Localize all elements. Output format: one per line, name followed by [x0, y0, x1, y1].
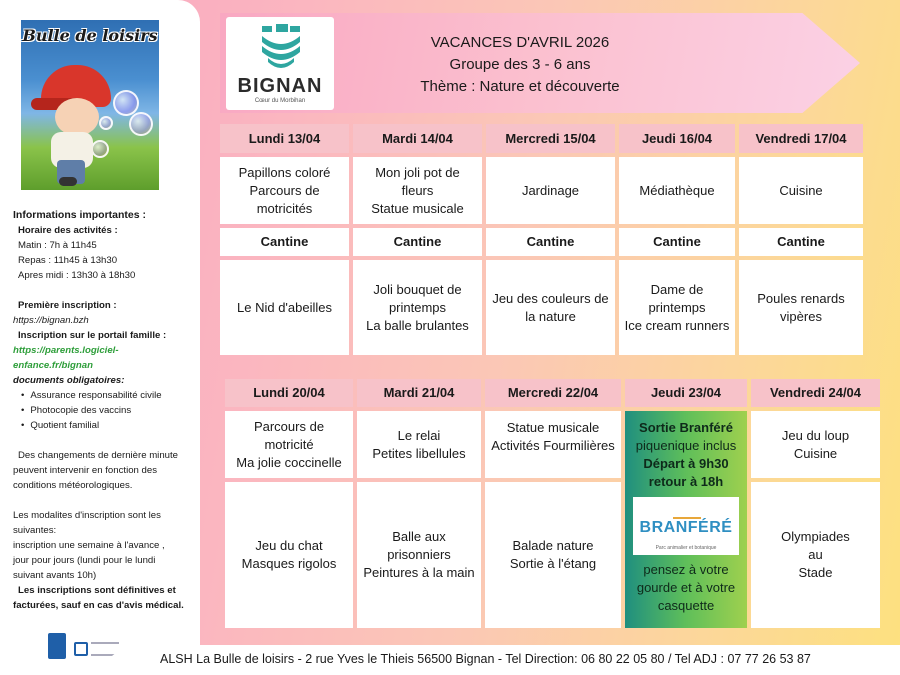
activity-line: Jeu des couleurs de	[492, 290, 609, 306]
outing-note: gourde et à votre	[636, 580, 736, 595]
activity-line: Jeu du loup	[781, 428, 850, 443]
title-line-2: Groupe des 3 - 6 ans	[449, 56, 591, 73]
child-face-illustration	[55, 98, 99, 136]
activity-line: motricités	[256, 200, 313, 216]
outing-return: retour à 18h	[648, 474, 724, 489]
week2-day-header: Jeudi 23/04	[625, 379, 747, 407]
activity-line: Olympiades	[781, 529, 850, 544]
activity-line: Parcours de	[253, 418, 325, 434]
week2-day-header: Mercredi 22/04	[485, 379, 621, 407]
activity-line: Stade	[798, 565, 833, 580]
activity-line: Statue musicale	[371, 200, 464, 216]
week1-afternoon-activity: Le Nid d'abeilles	[220, 260, 349, 355]
bignan-logo	[226, 17, 334, 110]
giraffe-icon	[673, 501, 701, 519]
activity-line: Le relai	[397, 427, 441, 443]
activity-line: motricité	[264, 436, 314, 452]
activity-line: Dame de	[650, 281, 704, 297]
docs-list	[21, 388, 198, 433]
final-line: Les inscriptions sont définitives et	[18, 585, 176, 596]
week1-morning-activity: Cuisine	[739, 157, 863, 224]
activity-line: Jeu du chat	[255, 538, 323, 553]
outing-note: casquette	[657, 598, 715, 613]
week2-afternoon-activity	[225, 482, 353, 628]
week1-day-header: Lundi 13/04	[220, 124, 349, 153]
week1-afternoon-activity	[486, 260, 615, 355]
portail-url-1[interactable]: https://parents.logiciel-	[13, 345, 119, 356]
activity-line: Activités Fourmilières	[491, 438, 615, 453]
doc-item: • Assurance responsabilité civile	[21, 388, 198, 403]
activity-line: prisonniers	[387, 547, 451, 562]
activity-line: Peintures à la main	[363, 565, 475, 580]
important-info	[13, 208, 198, 613]
logo-title: Bulle de loisirs	[22, 26, 158, 45]
bubble-icon	[91, 140, 109, 158]
info-heading: Informations importantes :	[13, 209, 147, 221]
title-line-3: Thème : Nature et découverte	[420, 78, 620, 95]
partner-logo-icon	[74, 642, 88, 656]
title-line-1: VACANCES D'AVRIL 2026	[430, 34, 610, 51]
week2-morning-activity	[225, 411, 353, 478]
premiere-title: Première inscription :	[18, 300, 117, 311]
activity-line: Cuisine	[793, 446, 838, 461]
week1-day-header: Vendredi 17/04	[739, 124, 863, 153]
activity-line: Balle aux	[392, 529, 446, 544]
docs-title: documents obligatoires:	[13, 375, 125, 386]
bubble-icon	[99, 116, 113, 130]
activity-line: au	[808, 547, 823, 562]
week1-day-header: Mercredi 15/04	[486, 124, 615, 153]
branfere-logo-subtitle: Parc animalier et botanique	[655, 545, 717, 551]
modal-line: Les modalites d'inscription sont les	[13, 510, 161, 521]
changes-line: conditions météorologiques.	[13, 480, 133, 491]
modal-line: inscription une semaine à l'avance ,	[13, 540, 165, 551]
week1-lunch: Cantine	[486, 228, 615, 256]
week1-morning-activity: Médiathèque	[619, 157, 735, 224]
week2-afternoon-activity	[751, 482, 880, 628]
week2-morning-activity	[485, 411, 621, 478]
activity-line: Sortie à l'étang	[509, 556, 597, 571]
horaire-line: Matin : 7h à 11h45	[18, 240, 97, 251]
week2-afternoon-activity	[357, 482, 481, 628]
brand-name: BIGNAN	[237, 75, 323, 97]
horaire-line: Repas : 11h45 à 13h30	[18, 255, 118, 266]
activity-line: Masques rigolos	[241, 556, 337, 571]
week1-lunch: Cantine	[739, 228, 863, 256]
footer-contact: ALSH La Bulle de loisirs - 2 rue Yves le Thieis 56500 Bignan - Tel Direction: 06 80 22 05 80 / Tel ADJ : 07 77 26 53 87	[160, 652, 811, 666]
page-title	[380, 32, 660, 98]
activity-line: Papillons coloré	[238, 164, 331, 180]
premiere-url[interactable]: https://bignan.bzh	[13, 315, 89, 326]
portail-title: Inscription sur le portail famille :	[18, 330, 167, 341]
week1-lunch: Cantine	[353, 228, 482, 256]
outing-departure: Départ à 9h30	[643, 456, 729, 471]
branfere-logo	[633, 497, 739, 555]
activity-line: vipères	[780, 308, 822, 324]
branfere-outing-card	[625, 411, 747, 628]
modal-line: suivantes:	[13, 525, 57, 536]
brand-subtitle: Cœur du Morbihan	[254, 98, 306, 104]
activity-line: La balle brulantes	[366, 317, 469, 333]
activity-line: Joli bouquet de	[373, 281, 462, 297]
activity-line: printemps	[648, 299, 706, 315]
bignan-emblem-icon	[258, 22, 304, 72]
week1-morning-activity: Jardinage	[486, 157, 615, 224]
week1-day-header: Mardi 14/04	[353, 124, 482, 153]
week2-day-header: Mardi 21/04	[357, 379, 481, 407]
week1-afternoon-activity	[739, 260, 863, 355]
horaire-block	[18, 223, 198, 283]
final-line: facturées, sauf en cas d'avis médical.	[13, 600, 184, 611]
week1-afternoon-activity	[353, 260, 482, 355]
activity-line: Poules renards	[757, 290, 845, 306]
week2-day-header: Lundi 20/04	[225, 379, 353, 407]
activity-line: la nature	[525, 308, 576, 324]
week1-lunch: Cantine	[220, 228, 349, 256]
week2-morning-activity	[357, 411, 481, 478]
outing-line: piquenique inclus	[635, 438, 737, 453]
bulle-de-loisirs-logo	[21, 20, 159, 190]
activity-line: fleurs	[401, 182, 434, 198]
week1-afternoon-activity	[619, 260, 735, 355]
caf-logo-icon	[48, 633, 66, 659]
child-shoe-illustration	[59, 177, 77, 186]
modal-line: suivant avants 10h)	[13, 570, 97, 581]
sidebar	[0, 0, 200, 675]
outing-note: pensez à votre	[643, 562, 729, 577]
horaire-title: Horaire des activités :	[18, 225, 118, 236]
bubble-icon	[129, 112, 153, 136]
activity-line: Mon joli pot de	[375, 164, 460, 180]
doc-item: • Quotient familial	[21, 418, 198, 433]
modal-line: jour pour jours (lundi pour le lundi	[13, 555, 156, 566]
activity-line: Petites libellules	[372, 445, 466, 461]
changes-line: peuvent intervenir en fonction des	[13, 465, 157, 476]
week2-day-header: Vendredi 24/04	[751, 379, 880, 407]
week1-morning-activity	[220, 157, 349, 224]
branfere-logo-text: BRANFÉRÉ	[639, 519, 733, 536]
activity-line: Ice cream runners	[624, 317, 730, 333]
changes-line: Des changements de dernière minute	[18, 450, 178, 461]
week2-morning-activity	[751, 411, 880, 478]
week1-morning-activity	[353, 157, 482, 224]
outing-title: Sortie Branféré	[639, 420, 733, 435]
activity-line: Balade nature	[512, 538, 594, 553]
week2-afternoon-activity	[485, 482, 621, 628]
doc-item: • Photocopie des vaccins	[21, 403, 198, 418]
portail-url-2[interactable]: enfance.fr/bignan	[13, 360, 93, 371]
week1-day-header: Jeudi 16/04	[619, 124, 735, 153]
activity-line: Statue musicale	[506, 420, 600, 435]
activity-line: Ma jolie coccinelle	[236, 454, 342, 470]
horaire-line: Apres midi : 13h30 à 18h30	[18, 270, 136, 281]
activity-line: printemps	[388, 299, 447, 315]
week1-lunch: Cantine	[619, 228, 735, 256]
activity-line: Parcours de	[249, 182, 320, 198]
